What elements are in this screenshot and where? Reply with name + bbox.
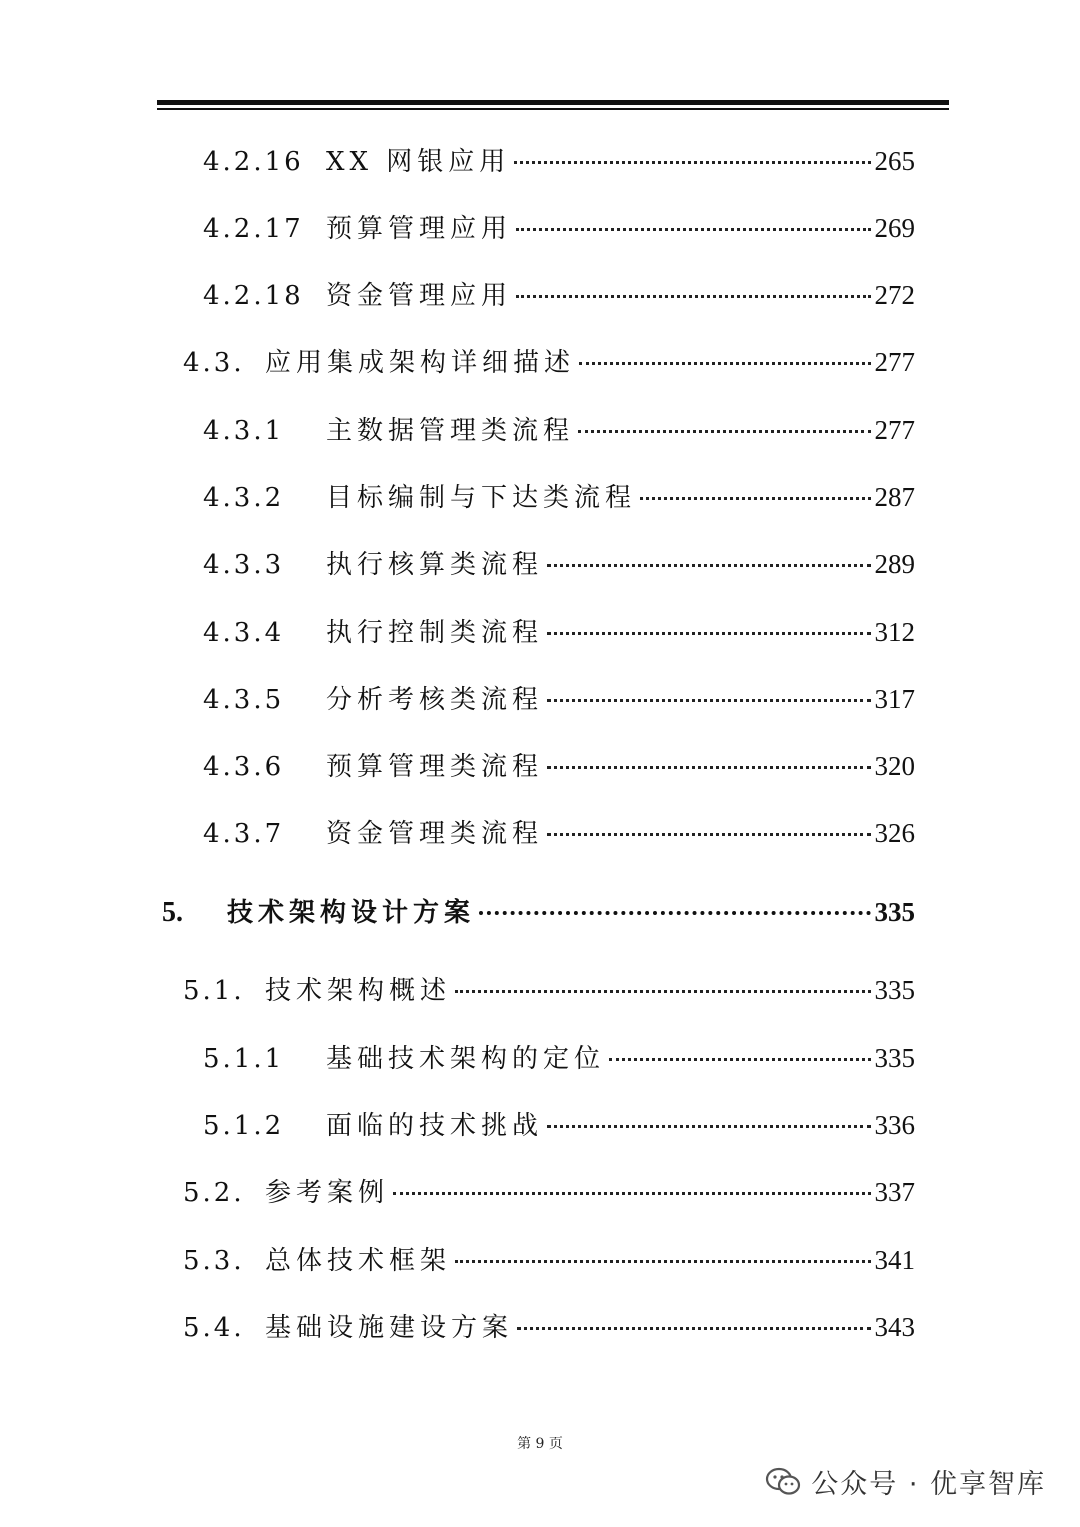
toc-entry-page: 317	[874, 684, 915, 714]
toc-entry-page: 337	[874, 1177, 915, 1207]
toc-entry-number: 4.3.6	[203, 752, 285, 782]
toc-entry-number: 5.3.	[183, 1246, 245, 1276]
toc-dot-leader	[547, 632, 870, 635]
toc-entry[interactable]	[0, 342, 915, 382]
toc-entry[interactable]	[0, 275, 915, 315]
toc-entry-number: 5.1.1	[203, 1044, 285, 1074]
toc-entry[interactable]	[0, 477, 915, 517]
toc-entry-title: 预算管理应用	[326, 214, 513, 244]
toc-entry[interactable]	[0, 679, 915, 719]
toc-entry-number: 4.3.5	[203, 685, 285, 715]
watermark	[765, 1462, 1046, 1501]
toc-entry-number: 5.4.	[183, 1313, 245, 1343]
watermark-text: 公众号 · 优享智库	[811, 1469, 1046, 1500]
toc-entry[interactable]	[0, 544, 915, 584]
toc-entry[interactable]	[0, 1307, 915, 1347]
toc-entry-number: 4.3.4	[203, 618, 285, 648]
page-number: 第 9 页	[517, 1436, 563, 1452]
toc-entry-number: 5.1.2	[203, 1111, 285, 1141]
toc-entry-page: 343	[874, 1312, 915, 1342]
toc-entry-page: 341	[874, 1245, 915, 1275]
toc-entry[interactable]	[0, 746, 915, 786]
header-rule-thin	[157, 108, 949, 110]
toc-entry-number: 5.1.	[183, 976, 245, 1006]
toc-entry-number: 4.2.18	[203, 281, 304, 311]
toc-dot-leader	[547, 699, 870, 702]
toc-entry-title: 应用集成架构详细描述	[265, 348, 576, 378]
toc-entry-title: 目标编制与下达类流程	[326, 483, 637, 513]
toc-entry-title: 分析考核类流程	[326, 685, 544, 715]
toc-dot-leader	[514, 161, 870, 164]
toc-entry-page: 335	[874, 1043, 915, 1073]
toc-dot-leader	[609, 1058, 870, 1061]
toc-dot-leader	[516, 295, 870, 298]
toc-entry-number: 5.2.	[183, 1178, 245, 1208]
toc-entry[interactable]	[0, 141, 915, 181]
toc-entry-page: 335	[874, 975, 915, 1005]
toc-dot-leader	[547, 833, 870, 836]
toc-entry-title: 执行核算类流程	[326, 550, 544, 580]
toc-dot-leader	[547, 564, 870, 567]
toc-entry-title: 技术架构概述	[265, 976, 452, 1006]
toc-entry-title: 基础技术架构的定位	[326, 1044, 606, 1074]
toc-dot-leader	[578, 430, 870, 433]
toc-entry[interactable]	[0, 1172, 915, 1212]
toc-entry[interactable]	[0, 208, 915, 248]
toc-entry-page: 320	[874, 751, 915, 781]
toc-entry[interactable]	[0, 970, 915, 1010]
toc-entry-title: 基础设施建设方案	[265, 1313, 514, 1343]
toc-entry-title: 总体技术框架	[265, 1246, 452, 1276]
toc-entry-title: 资金管理应用	[326, 281, 513, 311]
toc-dot-leader	[547, 766, 870, 769]
toc-entry-page: 289	[874, 549, 915, 579]
toc-dot-leader	[393, 1192, 870, 1195]
toc-dot-leader	[640, 497, 870, 500]
toc-entry-page: 272	[874, 280, 915, 310]
toc-entry-page: 335	[874, 897, 915, 927]
toc-dot-leader	[517, 1327, 870, 1330]
toc-entry-number: 4.2.17	[203, 214, 304, 244]
toc-entry-page: 265	[874, 146, 915, 176]
toc-entry-page: 336	[874, 1110, 915, 1140]
toc-entry-number: 4.3.2	[203, 483, 285, 513]
wechat-icon	[765, 1467, 801, 1497]
toc-dot-leader	[547, 1125, 870, 1128]
toc-entry-number: 4.3.3	[203, 550, 285, 580]
toc-entry-title: 执行控制类流程	[326, 618, 544, 648]
toc-dot-leader	[479, 911, 870, 915]
toc-entry-page: 277	[874, 347, 915, 377]
toc-entry-title: 预算管理类流程	[326, 752, 544, 782]
toc-dot-leader	[455, 990, 870, 993]
toc-entry-title: 面临的技术挑战	[326, 1111, 544, 1141]
toc-entry-page: 312	[874, 617, 915, 647]
toc-entry-page: 287	[874, 482, 915, 512]
toc-dot-leader	[455, 1260, 870, 1263]
toc-entry-page: 326	[874, 818, 915, 848]
toc-entry[interactable]	[0, 612, 915, 652]
toc-entry-title: 技术架构设计方案	[227, 898, 476, 928]
toc-entry-page: 269	[874, 213, 915, 243]
toc-entry[interactable]	[0, 1105, 915, 1145]
toc-entry-title: XX 网银应用	[326, 147, 511, 177]
toc-entry[interactable]	[0, 410, 915, 450]
toc-dot-leader	[516, 228, 870, 231]
toc-entry-number: 5.	[162, 897, 183, 928]
toc-entry[interactable]	[0, 892, 915, 932]
toc-entry-title: 资金管理类流程	[326, 819, 544, 849]
toc-entry[interactable]	[0, 1038, 915, 1078]
toc-entry-number: 4.3.1	[203, 416, 285, 446]
toc-entry-number: 4.3.7	[203, 819, 285, 849]
toc-entry-title: 主数据管理类流程	[326, 416, 575, 446]
header-rule	[157, 100, 949, 105]
toc-entry-number: 4.3.	[183, 348, 245, 378]
toc-entry-number: 4.2.16	[203, 147, 304, 177]
toc-entry[interactable]	[0, 1240, 915, 1280]
toc-dot-leader	[579, 362, 870, 365]
toc-entry-page: 277	[874, 415, 915, 445]
toc-entry-title: 参考案例	[265, 1178, 390, 1208]
toc-entry[interactable]	[0, 813, 915, 853]
